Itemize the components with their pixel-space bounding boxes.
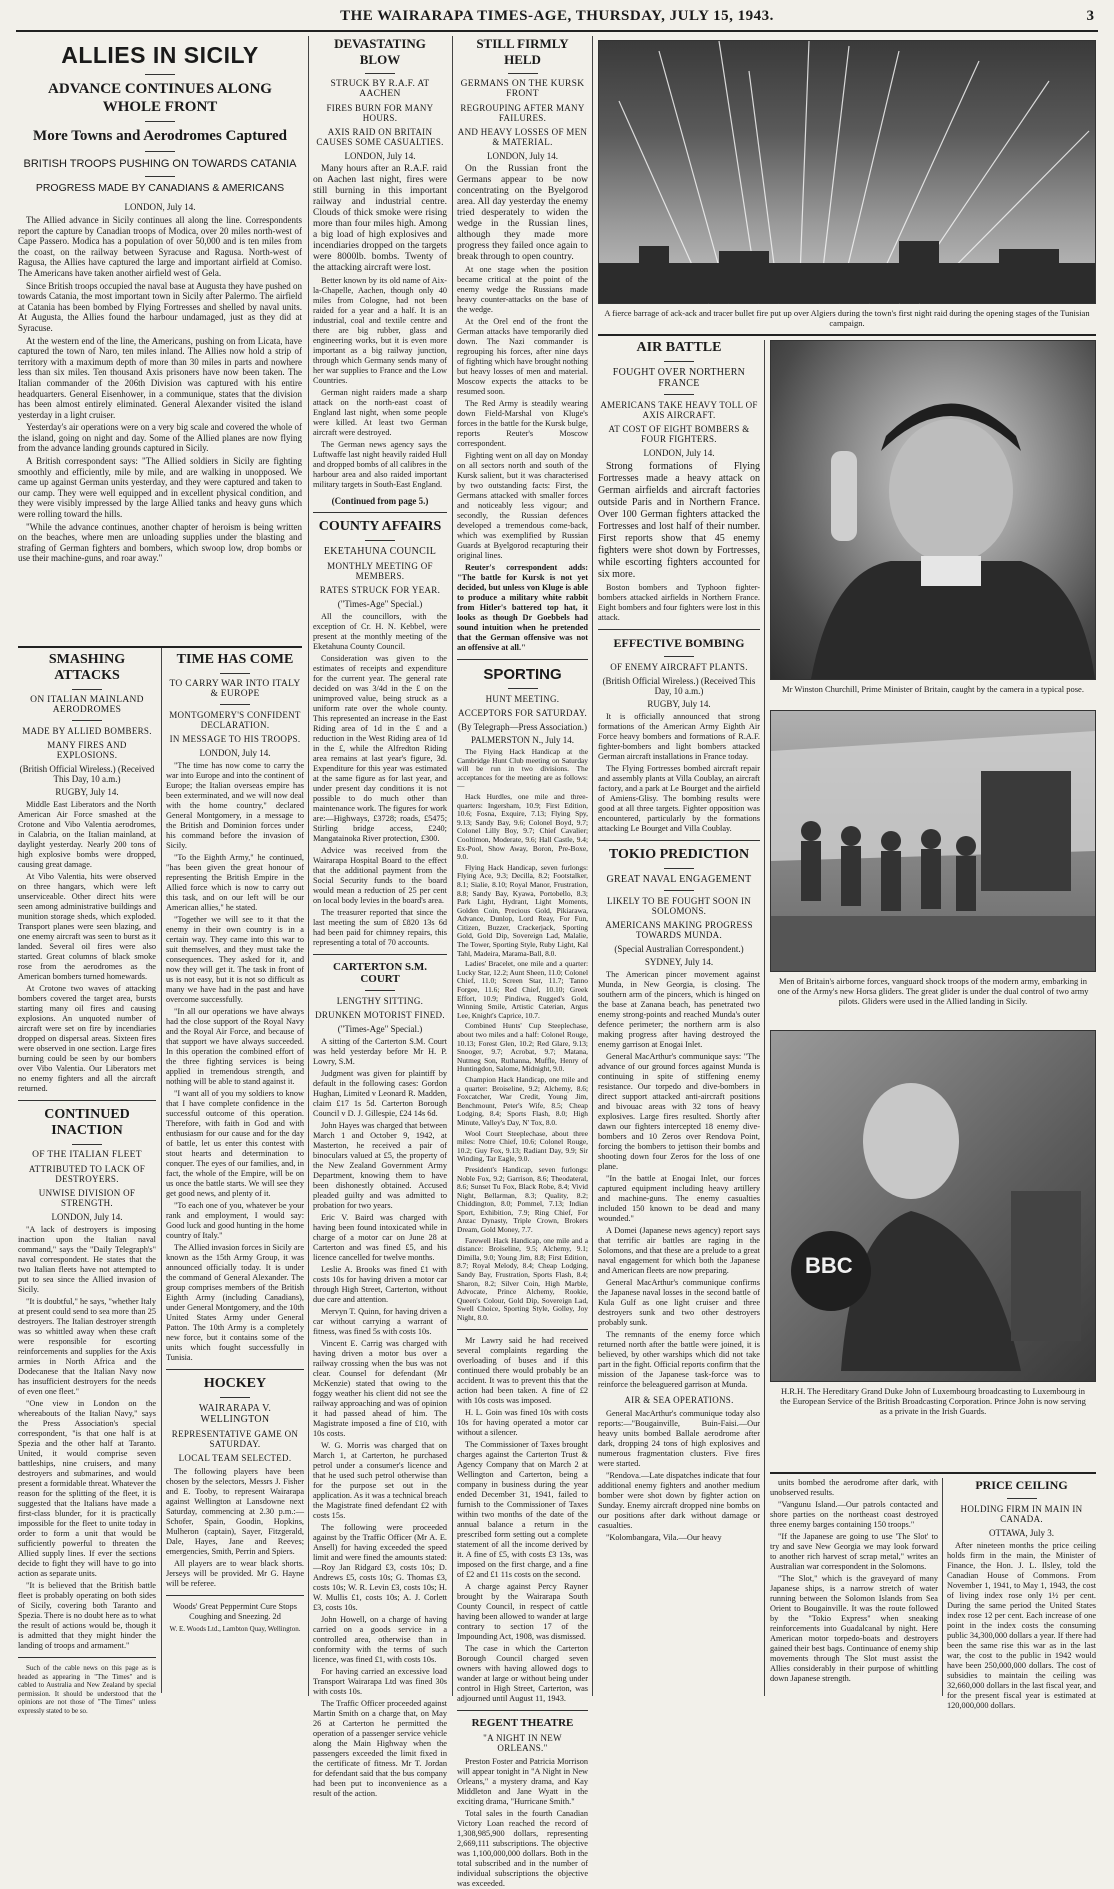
paragraph: John Hayes was charged that between March 1 and October 9, 1942, at Masterton, he received a pair of binoculars valued at £5, the property of the New Zealand Government Army Department, knowing them to have been dishonestly obtained. Accused pleaded guilty and was admitted to probation for two years.: [313, 1121, 447, 1210]
paragraph: The Commissioner of Taxes brought charges against the Carterton Trust & Agency Company that on March 2 at Wellington and Carterton, being a company in business during the year ended December 31, 1941, failed to furnish to the Commissioner of Taxes within two months of the date of the annual balance a return in the prescribed form setting out a complete statement of all the income derived by it. A fine of £5, with costs £3 13s, was imposed on the first charge, and a fine of £2 and £1 11s costs on the second.: [457, 1439, 588, 1579]
subheadline: REPRESENTATIVE GAME ON SATURDAY.: [171, 1429, 299, 1449]
article-hockey: [166, 1376, 304, 1634]
article-allies-in-sicily: [18, 36, 302, 646]
subheadline: GERMANS ON THE KURSK FRONT: [460, 79, 585, 99]
subheadline: EKETAHUNA COUNCIL: [323, 546, 437, 557]
column-divider: [308, 36, 309, 1696]
subheadline: MONTHLY MEETING OF MEMBERS.: [327, 561, 433, 581]
divider: [664, 656, 694, 657]
subheadline: LENGTHY SITTING.: [336, 996, 424, 1006]
paragraph: "Together we will see to it that the enemy in their own country is in a certain way. They came into this war to suit themselves, and they must take the consequences. They asked for it, and now they will get it. The task in front of us is not easy, but it is not so difficult as many we have had in the past and have overcome successfully.: [166, 915, 304, 1004]
column-divider: [764, 340, 765, 1696]
headline: TIME HAS COME: [176, 652, 294, 667]
subheadline: AXIS RAID ON BRITAIN CAUSES SOME CASUALTIES.: [316, 127, 444, 147]
source-line: ("Times-Age" Special.): [337, 1024, 423, 1034]
paragraph: "The time has now come to carry the war into Europe and into the continent of Europe; the Italian overseas empire has been exterminated, and we will now deal with the home country," declared General Montgomery, in a message to the British and Dominion forces under his command before the invasion of Sicily.: [166, 761, 304, 850]
source-line: (By Telegraph—Press Association.): [458, 722, 587, 732]
section-rule: [770, 1472, 1096, 1474]
divider: [664, 890, 694, 891]
paragraph: "Rendova.—Late dispatches indicate that four additional enemy fighters and another medium bomber were shot down by fighter action on Sunday. Enemy aircraft dropped nine bombs on our positions after dark without damage or casualties.: [598, 1471, 760, 1530]
divider: [313, 512, 447, 513]
article-price-ceiling: [947, 1478, 1096, 1710]
subheadline: WAIRARAPA V. WELLINGTON: [198, 1403, 272, 1425]
paragraph: Advice was received from the Wairarapa Hospital Board to the effect that the additional payment from the Social Security funds to the board would mean a reduction of 25 per cent on local body levies in the board's area.: [313, 846, 447, 905]
paragraph: "A lack of destroyers is imposing inaction upon the Italian naval command," says the "Daily Telegraph's" naval correspondent. He states that the two Italian fleets have not attempted to put to sea since the Allied invasion of Sicily.: [18, 1225, 156, 1294]
paragraph: Strong formations of Flying Fortresses made a heavy attack on German airfields and aircraft factories outside Paris and in Northern France. Over 100 German fighters attacked the Fortresses and lost half of their number. First reports show that 45 enemy fighters were shot down by Fortresses, while escorting fighters accounted for six more.: [598, 461, 760, 580]
paragraph: Leslie A. Brooks was fined £1 with costs 10s for having driven a motor car through High Street, Carterton, without due care and attention.: [313, 1265, 447, 1304]
paragraph: "To each one of you, whatever be your rank and employment, I would say: Good luck and good hunting in the home country of Italy.": [166, 1201, 304, 1240]
subheadline: GREAT NAVAL ENGAGEMENT: [606, 874, 752, 885]
section-subheading: AIR & SEA OPERATIONS.: [624, 1395, 734, 1405]
paragraph: The treasurer reported that since the last meeting the sum of £820 13s 6d had been paid for chimney repairs, this representing a total of 70 accounts.: [313, 908, 447, 947]
subheadline: MADE BY ALLIED BOMBERS.: [22, 726, 152, 736]
paragraph: "The Slot," which is the graveyard of many Japanese ships, is a narrow stretch of water running between the Solomon Islands from Sea Orient to Bougainville. It was the route followed by the "Tokio Express" when sneaking reinforcements into Guadalcanal by night. Here American motor torpedo-boats and destroyers gained their best bags. Continuance of enemy ship movements through The Slot must assist the Allies considerably in their purpose of whittling down Japanese strength.: [770, 1574, 938, 1683]
dateline: LONDON, July 14.: [199, 748, 271, 758]
subheadline: IN MESSAGE TO HIS TROOPS.: [169, 734, 301, 744]
dateline: LONDON, July 14.: [124, 202, 196, 212]
divider: [365, 540, 395, 541]
column-divider: [161, 648, 162, 1693]
divider: [598, 629, 760, 630]
paragraph: Flying Hack Handicap, seven furlongs: Flying Ace, 9.3; Decilla, 8.2; Footstalker, 8.1; Sialie, 8.10; Royal Manor, Frustration, 8.8; Sandy Bay, Kyawa, Portobello, 8.3; Park Light, Hydrant, Light Moments, Golden Coin, Precious Gold, Pikiarawa, Advance, Dunlop, Lord Reay, For Fun, Citizen, Buzzer, Crackerjack, Sporting Gold, Gold Dip, Sovereign Lad, Malalie, The Tower, Sporting Style, Ruby Light, Kal Tahl, Madeira, Marama-Ball, 8.0.: [457, 862, 588, 958]
paragraph: A sitting of the Carterton S.M. Court was held yesterday before Mr H. P. Lowry, S.M.: [313, 1037, 447, 1066]
paragraph: A charge against Percy Rayner brought by the Wairarapa South County Council, in respect of cattle having been allowed to wander at large contrary to section 17 of the Impounding Act, 1908, was dismissed.: [457, 1581, 588, 1641]
subheadline: OF THE ITALIAN FLEET: [32, 1150, 142, 1160]
divider: [220, 673, 250, 674]
divider: [145, 151, 175, 152]
paragraph: "Vangunu Island.—Our patrols contacted and shore parties on the northeast coast destroyed three enemy barges containing 150 troops.": [770, 1500, 938, 1529]
subheadline: ON ITALIAN MAINLAND AERODROMES: [30, 695, 144, 715]
article-air-battle: [598, 340, 760, 623]
paragraph: At one stage when the position became critical at the point of the enemy wedge the Russians made heavy counter-attacks on the base of the wedge.: [457, 265, 588, 314]
source-line: ("Times-Age" Special.): [337, 599, 423, 609]
column-divider: [592, 36, 593, 1696]
paragraph: President's Handicap, seven furlongs: Noble Fox, 9.2; Garrison, 8.6; Theodateral, 8.6; Sunset Tu Fox, Black Robe, 8.4; Vivid Night, Bellarman, 8.3; Quality, 8.2; Chiddington, 8.0; Pommel, 7.13; Indian Sport, Exhibition, 7.9; Ring Chief, For Anzac Dynasty, Triple Crown, Brokers Dream, Gold Money, 7.7.: [457, 1164, 588, 1235]
dateline: PALMERSTON N., July 14.: [470, 735, 575, 745]
paragraph: Vincent E. Carrig was charged with having driven a motor bus over a railway crossing when the bus was not clear. Counsel for defendant (Mr McKenzie) stated that owing to the foggy weather his client did not see the railway approaching and was of opinion it had passed ahead of him. The Magistrate imposed a fine of £10, with 10s costs.: [313, 1339, 447, 1438]
paragraph: At the Orel end of the front the German attacks have temporarily died down. The Nazi commander is regrouping his forces, after nine days of fighting which have brought nothing but heavy losses of men and material. Moscow expects the attacks to be resumed soon.: [457, 317, 588, 396]
headline: STILL FIRMLY HELD: [476, 36, 569, 67]
paragraph: Champion Hack Handicap, one mile and a quarter: Broiseline, 9.2; Alchemy, 8.6; Foxcatcher, War Credit, Young Jim, Benchmount, Peter's Wife, 8.5; Cheap Lodging, 8.4; Sports Flash, 8.0; High Minute, Valley's Day, N' Tox, 8.0.: [457, 1074, 588, 1127]
page-number: 3: [1086, 8, 1094, 24]
headline: HOCKEY: [203, 1376, 267, 1391]
photo-caption: H.R.H. The Hereditary Grand Duke John of Luxembourg broadcasting to Luxembourg in the European Service of the British Broadcasting Corporation. Prince John is now serving as a private in the Irish Guards.: [780, 1386, 1086, 1416]
article-regent-theatre: [457, 1717, 588, 1889]
paragraph: The American pincer movement against Munda, in New Georgia, is closing. The southern arm of the pincers, which is hinged on the base at Zanana beach, has penetrated two enemy strong-points and reached Munda's outer defence perimeter; the northern arm is also making progress after having destroyed the enemy garrison at Enogai Inlet.: [598, 970, 760, 1049]
article-time-has-come: [166, 652, 304, 1363]
photo-block-churchill: [770, 340, 1096, 700]
paragraph: The remnants of the enemy force which returned north after the battle were joined, it is believed, by other warships which did not take part in the fight. Official reports confirm that the mission of the Japanese task-force was to reinforce the beleaguered garrison at Munda.: [598, 1330, 760, 1389]
photo-caption: A fierce barrage of ack-ack and tracer bullet fire put up over Algiers during the town's first night raid during the opening stages of the Tunisian campaign.: [604, 308, 1090, 328]
article-devastating-blow: [313, 36, 447, 506]
dateline: LONDON, July 14.: [344, 151, 416, 161]
divider: [220, 1397, 250, 1398]
headline: CONTINUED INACTION: [44, 1107, 130, 1138]
paragraph: Wool Court Steeplechase, about three miles: Notre Chief, 10.6; Colonel Rouge, 10.2; Guy Fox, 9.13; Radiant Day, 9.9; Sir Winding, Tar Eagle, 9.0.: [457, 1128, 588, 1164]
paragraph: H. L. Goin was fined 10s with costs 10s for having operated a motor car without a silencer.: [457, 1407, 588, 1437]
subheadline: ATTRIBUTED TO LACK OF DESTROYERS.: [28, 1164, 146, 1184]
broadcast-portrait-image: [771, 1031, 1095, 1381]
paragraph: Farewell Hack Handicap, one mile and a distance: Broiseline, 9.5; Alchemy, 9.1; Dimilla, 9.0; Young Jim, 8.8; First Edition, 8.7; Royal Melody, 8.4; Cheap Lodging, Sandy Bay, Frustration, Sports Flash, 8.4; Sharon, 8.2; Silver Coin, High Marble, Advocate, Prince Alchemy, Rookie, Queen's Colour, Gold Dip, Sovereign Lad, Swell Choice, Sporting Style, Golley, Joy Night, 8.0.: [457, 1235, 588, 1322]
column-5: [598, 340, 760, 1696]
subheadline: RATES STRUCK FOR YEAR.: [319, 585, 441, 595]
footnote: Such of the cable news on this page as is headed as appearing in "The Times" and is cabled to Australia and New Zealand by special permission. It should be understood that the opinions are not those of "The Times" unless expressly stated to be so.: [18, 1664, 156, 1715]
dateline: OTTAWA, July 3.: [988, 1528, 1055, 1538]
paragraph: "While the advance continues, another chapter of heroism is being written on the beaches, where men are unloading supplies under the blasting and strafing of German fighters and bombers, which swoop low, drop bombs or use their machine-guns, and roar away.": [18, 521, 302, 564]
headline: SPORTING: [483, 666, 562, 683]
paragraph: "One view in London on the whereabouts of the Italian Navy," says the Press Association's special correspondent, "is that one half is at Spezia and the other half at Taranto. United, it would comprise seven battleships, nine cruisers, and many destroyers and submarines, and would present a formidable threat. Whatever the reason for the splitting of the fleet, it is suggested that the Italians have made a first-class blunder, for it is practically impossible for the fleet to unite today in order to form a unit that would be sufficiently powerful to threaten the Allied supply lines. If ever the sections decide to fight they will have to go into action as separate units.: [18, 1399, 156, 1578]
photo-churchill: [770, 340, 1096, 680]
subheadline: MONTGOMERY'S CONFIDENT DECLARATION.: [169, 710, 301, 730]
paragraph: The Traffic Officer proceeded against Martin Smith on a charge that, on May 26 at Carterton he permitted the operation of a passenger service vehicle along the Main Highway when the passengers exceeded the limit fixed in the certificate of fitness. Mr T. Jordan for defendant said that the bus company had been put to inconvenience as a result of the action.: [313, 1699, 447, 1798]
churchill-portrait-image: [771, 341, 1095, 679]
paragraph: "To the Eighth Army," he continued, "has been given the great honour of representing the British Empire in the Allied force which is now to carry out this task, and on our left will be our American allies," he stated.: [166, 853, 304, 912]
bbc-microphone-sign: BBC: [805, 1253, 853, 1278]
paragraph: Eric V. Baird was charged with having been found intoxicated while in charge of a motor car on June 28 at Carterton and was fined £5, and his licence cancelled for twelve months.: [313, 1213, 447, 1262]
divider: [598, 840, 760, 841]
article-continued-inaction: [18, 1107, 156, 1715]
paragraph: "It is believed that the British battle fleet is probably operating on both sides of Sicily, covering both Taranto and Spezia. There is no doubt here as to what the result of actions would be, though it is admitted that they might hinder the landing of troops and armament.": [18, 1581, 156, 1650]
subheadline: UNWISE DIVISION OF STRENGTH.: [38, 1188, 136, 1208]
divider: [313, 954, 447, 955]
paragraph: The Red Army is steadily wearing down Field-Marshal von Kluge's forces in the battle for the Kursk bulge, reports Reuter's Moscow correspondent.: [457, 399, 588, 448]
column-3: [313, 36, 447, 1798]
paragraph: The Allied invasion forces in Sicily are known as the 15th Army Group, it was announced officially today. It is under the command of General Alexander. The group comprises members of the British Eighth Army (including Canadians), under General Montgomery, and the 10th United States Army under General Patton. The 10th Army is a completely new force, but it contains some of the units which fought successfully in Tunisia.: [166, 1243, 304, 1362]
divider: [664, 868, 694, 869]
dateline: RUGBY, July 14.: [647, 699, 711, 709]
subheadline: DRUNKEN MOTORIST FINED.: [315, 1010, 445, 1020]
divider: [145, 121, 175, 122]
paragraph: "In the battle at Enogai Inlet, our forces captured equipment including heavy artillery and machine-guns. The enemy casualties included 150 known to be dead and many wounded.": [598, 1174, 760, 1223]
divider: [166, 1595, 304, 1596]
subheadline: More Towns and Aerodromes Captured: [33, 128, 287, 144]
paragraph: Middle East Liberators and the North American Air Force smashed at the Crotone and Vibo Valentia aerodromes, in Calabria, on the Italian mainland, at daylight yesterday. Nearly 200 tons of high explosive bombs were dropped, causing great damage.: [18, 800, 156, 869]
paragraph: Ladies' Bracelet, one mile and a quarter: Lucky Star, 12.2; Aunt Sheen, 11.0; Colonel Chief, 11.0; Screen Star, 11.7; Tanno Forgee, 11.6; Red Chief, 10.10; Greek Effort, 10.9; Pindiwa, Rugged's Gold, Winning Smile, Artistic Caterian, Argus Lee, Knight's Caprice, 10.7.: [457, 959, 588, 1020]
divider: [365, 990, 395, 991]
photo-caption: Men of Britain's airborne forces, vanguard shock troops of the modern army, embarking in one of the Army's new Horsa gliders. The great glider is under the dual control of two army pilots. Gliders were used in the Allied landing in Sicily.: [777, 976, 1089, 1006]
paragraph: At Vibo Valentia, hits were observed on three hangars, which were left unserviceable. Other direct hits were seen among administrative buildings and munition storage sheds, which exploded. Transport planes were seen blazing, and one enemy aircraft was seen to burst as it landed. Several oil fires were also started. Great columns of black smoke rose from the aerodromes as the American bombers turned homewards.: [18, 872, 156, 981]
paragraph: Consideration was given to the estimates of receipts and expenditure for the current year. The general rate decided on was 3/4d in the £ on the unimproved value, being struck as a uniform rate over the whole county. This represented an increase in the East Riding area of 1d in the £ and a reduction in the West Riding area of 1d in the £, while the Alfredton Riding area remains at last year's figure, 3d. Expenditure for this year was estimated at the same figure as for last year, and under present day conditions it is not possible to do much other than maintenance work. The figures for work are:—Highways, £3728; roads, £5475; Stirling bridge access, £240; Mangatainoka River protection, £300.: [313, 654, 447, 843]
paragraph: It is officially announced that strong formations of the American Army Eighth Air Force heavy bombers and formations of R.A.F. fighter-bombers and light bombers attacked German aircraft installations in France today.: [598, 712, 760, 761]
column-2: [166, 652, 304, 1697]
paragraph: Boston bombers and Typhoon fighter-bombers attacked airfields in Northern France. Eight bombers and four fighters were lost in this attack.: [598, 583, 760, 622]
article-effective-bombing: [598, 636, 760, 834]
photo-grand-duke-john: [770, 1030, 1096, 1382]
article-carterton-court-continued: [457, 1336, 588, 1704]
subheadline: TO CARRY WAR INTO ITALY & EUROPE: [169, 679, 301, 699]
subheadline: BRITISH TROOPS PUSHING ON TOWARDS CATANIA: [23, 158, 297, 170]
paragraph: The German news agency says the Luftwaffe last night heavily raided Hull and dropped bombs of all calibres in the harbour area and also raided important military targets in South-East England.: [313, 440, 447, 489]
headline: ALLIES IN SICILY: [61, 42, 259, 68]
subheadline: AMERICANS TAKE HEAVY TOLL OF AXIS AIRCRAFT.: [600, 400, 758, 420]
subheadline: LIKELY TO BE FOUGHT SOON IN SOLOMONS.: [606, 896, 752, 916]
divider: [18, 1657, 156, 1658]
article-county-affairs: [313, 519, 447, 948]
divider: [508, 73, 538, 74]
paragraph: All players are to wear black shorts. Jerseys will be provided. Mr G. Hayne will be referee.: [166, 1559, 304, 1588]
photo-algiers-barrage: [598, 40, 1096, 304]
continued-note: (Continued from page 5.): [331, 496, 429, 506]
article-sporting: [457, 666, 588, 1323]
paragraph: Mr Lawry said he had received several complaints regarding the overloading of buses and if this continued there would probably be an accident. It was to prevent this that the action had been taken. A fine of £2 with 10s costs was imposed.: [457, 1335, 588, 1405]
paragraph: John Howell, on a charge of having carried on a goods service in a controlled area, otherwise than in conformity with the terms of such licence, was fined £1, with costs 10s.: [313, 1615, 447, 1664]
subheadline: MANY FIRES AND EXPLOSIONS.: [47, 740, 127, 760]
paragraph: On the Russian front the Germans appear to be now concentrating on the Byelgorod area. All day yesterday the enemy tried desperately to widen the wedge in the Russian lines, although they made more progress they failed once again to break through to open country.: [457, 164, 588, 262]
subheadline: AT COST OF EIGHT BOMBERS & FOUR FIGHTERS.: [608, 424, 750, 444]
paragraph: Better known by its old name of Aix-la-Chapelle, Aachen, though only 40 miles from Cologne, had not been raided for a year and a half. It is an industrial, coal and textile centre and there are big rubber, glass and engineering works, but it is even more important as a big railway junction, through which Germany sends many of her war supplies to France and the Low Countries.: [313, 276, 447, 385]
divider: [145, 74, 175, 75]
divider: [1007, 1498, 1037, 1499]
headline: AIR BATTLE: [636, 340, 722, 355]
divider: [220, 704, 250, 705]
dateline: LONDON, July 14.: [51, 1212, 123, 1222]
dateline: LONDON, July 14.: [643, 448, 715, 458]
headline: DEVASTATING BLOW: [334, 36, 426, 67]
source-line: (Special Australian Correspondent.): [614, 944, 744, 954]
subheadline: FIRES BURN FOR MANY HOURS.: [326, 103, 434, 123]
subheadline: ACCEPTORS FOR SATURDAY.: [457, 708, 588, 718]
headline: PRICE CEILING: [975, 1478, 1068, 1492]
paragraph: After nineteen months the price ceiling holds firm in the main, the Minister of Finance, the Hon. J. L. Ilsley, told the Canadian House of Commons. From November 1, 1941, to May 1, 1943, the cost of living index rose only 1½ per cent. During the same period the United States index rose 12 per cent. Each increase of one point in the index costs the consuming public 34,300,000 dollars a year. If there had been the same rise this war as in the last war, the cost to the public in 1942 would have been 250,000,000 dollars. The cost of subsidies to maintain the ceiling was 32,660,000 dollars in the last fiscal year, and for the present fiscal year is estimated at 120,000,000 dollars.: [947, 1541, 1096, 1710]
divider: [457, 659, 588, 660]
photo-block-bbc: [770, 1030, 1096, 1422]
photo-block-gliders: [770, 710, 1096, 1012]
advertisement: W. E. Woods Ltd., Lambton Quay, Wellington.: [169, 1625, 301, 1633]
column-1: [18, 652, 156, 1715]
paragraph: "It is doubtful," he says, "whether Italy at present could send to sea more than 25 destroyers. The Italian destroyer strength was so whittled away when these craft were responsible for escorting reinforcements and supplies for the Axis armies in North Africa and the Dodecanese that the Italian Navy now has insufficient destroyers for the needs of even one fleet.": [18, 1297, 156, 1396]
tracer-fire-image: [599, 41, 1095, 303]
paragraph: At Crotone two waves of attacking bombers covered the target area, bursts starting many oil fires and causing explosions. An unquoted number of aircraft were set on fire by incendiaries dropped on dispersal areas. Sixteen fires were observed in one section. Large fires burning could be seen by our bombers over Vibo Valentia. Our Liberators met no enemy fighters and all the aircraft returned.: [18, 984, 156, 1093]
glider-troops-image: [771, 711, 1095, 971]
divider: [664, 361, 694, 362]
article-carterton-court: [313, 961, 447, 1799]
masthead-rule: [16, 30, 1098, 32]
paragraph: "I want all of you my soldiers to know that I have complete confidence in the successful outcome of this operation. Therefore, with faith in God and with enthusiasm for our cause and for the day of battle, let us enter this contest with stout hearts and determination to conquer. The eyes of our families, and, in fact, the whole of the Empire, will be on us once the battle starts. We will see they get good news, and plenty of it.: [166, 1089, 304, 1198]
advertisement: Woods' Great Peppermint Cure Stops Coughing and Sneezing. 2d: [173, 1602, 297, 1621]
section-rule: [598, 334, 1096, 336]
divider: [72, 1144, 102, 1145]
subheadline: AMERICANS MAKING PROGRESS TOWARDS MUNDA.: [605, 920, 753, 940]
column-6a: [770, 1478, 938, 1696]
column-4: [457, 36, 588, 1888]
divider: [72, 720, 102, 721]
paragraph: A Domei (Japanese news agency) report says that terrific air battles are raging in the Solomons, and that these are a prelude to a great naval engagement for which both the Japanese and American fleets are now preparing.: [598, 1226, 760, 1275]
paragraph: The Allied advance in Sicily continues all along the line. Correspondents report the capture by Canadian troops of Modica, over 20 miles north-west of Cape Passero. Modica has a population of over 50,000 and is ten miles from the coast, on the railway between Syracuse and Ragusa. North-west of Ragusa, the Allies have captured the large and important airfield at Comiso. The Americans have taken another airfield west of Gela.: [18, 215, 302, 278]
headline: COUNTY AFFAIRS: [318, 519, 442, 534]
paragraph: units bombed the aerodrome after dark, with unobserved results.: [770, 1478, 938, 1497]
subheadline: STRUCK BY R.A.F. AT AACHEN: [330, 79, 430, 99]
headline: EFFECTIVE BOMBING: [613, 636, 745, 650]
subheadline: LOCAL TEAM SELECTED.: [178, 1453, 292, 1463]
divider: [365, 73, 395, 74]
subheadline: HOLDING FIRM IN MAIN IN CANADA.: [960, 1504, 1083, 1524]
subheadline: "A NIGHT IN NEW ORLEANS.": [483, 1732, 562, 1753]
paragraph: General MacArthur's communique says: "The advance of our ground forces against Munda is continuing in spite of stiffening enemy resistance. Our torpedo and dive-bombers in direct support attacked anti-aircraft positions and bivouac areas with 32 tons of heavy explosives. Large fires resulted. Shortly after dawn our fighters intercepted 18 enemy dive-bombers and 10 Zeros over Rendova Point, forcing the bombers to jettison their bombs and shooting down four Zeros for the loss of one plane.: [598, 1052, 760, 1171]
column-divider: [452, 36, 453, 1696]
subheadline: REGROUPING AFTER MANY FAILURES.: [460, 103, 585, 123]
headline: TOKIO PREDICTION: [608, 847, 750, 862]
photo-block-algiers: [598, 40, 1096, 332]
column-divider: [942, 1478, 943, 1696]
paragraph: "In all our operations we have always had the close support of the Royal Navy and the Royal Air Force, and because of that support we have always succeeded. In this operation the combined effort of the three fighting services is being applied in tremendous strength, and nothing will be able to stand against it.: [166, 1007, 304, 1086]
source-line: (British Official Wireless.) (Received This Day, 10 a.m.): [19, 764, 155, 784]
article-smashing-attacks: [18, 652, 156, 1094]
paragraph: For having carried an excessive load Transport Wairarapa Ltd was fined 30s with costs 10s.: [313, 1667, 447, 1696]
article-tokio-prediction-continued: [770, 1478, 938, 1684]
headline: REGENT THEATRE: [471, 1716, 574, 1729]
paragraph: "Kolombangara, Vila.—Our heavy: [606, 1533, 722, 1542]
dateline: LONDON, July 14.: [487, 151, 558, 161]
divider: [145, 176, 175, 177]
dateline: RUGBY, July 14.: [55, 787, 119, 797]
subheadline: PROGRESS MADE BY CANADIANS & AMERICANS: [35, 182, 285, 194]
subheadline: HUNT MEETING.: [485, 694, 560, 704]
divider: [508, 688, 538, 689]
paragraph: Yesterday's air operations were on a very big scale and covered the whole of the island, going on night and day. Some of the Allied planes are now flying from the advance landing grounds captured in Sicily.: [18, 422, 302, 454]
paragraph: Reuter's correspondent adds: "The battle for Kursk is not yet decided, but unless von Kluge is able to produce a military white rabbit from Hitler's battered top hat, it looks as though Dr Goebbels had sound intuition when he pretended that the German offensive was not an offensive at all.": [457, 563, 588, 652]
paragraph: Preston Foster and Patricia Morrison will appear tonight in "A Night in New Orleans," a mystery drama, and Kay Middleton and Jane Wyatt in the exciting drama, "Hurricane Smith.": [457, 1756, 588, 1806]
subheadline: ADVANCE CONTINUES ALONG WHOLE FRONT: [48, 81, 272, 115]
paragraph: The following players have been chosen by the selectors, Messrs J. Fisher and E. Tooby, to represent Wairarapa against Wellington at Lansdowne next Saturday, commencing at 2.30 p.m.:—Schofer, Spain, Goodin, Hopkins, Mulheron (captain), Sayer, Fitzgerald, Dale, Hayes, Jane and Reeves; emergencies, Smith, Perrin and Spiers.: [166, 1467, 304, 1556]
section-rule: [18, 646, 302, 648]
headline: CARTERTON S.M. COURT: [332, 961, 428, 985]
paragraph: The Flying Hack Handicap at the Cambridge Hunt Club meeting on Saturday will be run in two divisions. The acceptances for the meeting are as follows:—: [457, 747, 588, 791]
paragraph: The Flying Fortresses bombed aircraft repair and assembly plants at Villa Coublay, an aircraft factory, and a park at Le Bourget and the airfield of Amiens-Glisy. The bombing results were good at all three targets. Fighter opposition was encountered, particularly by the formations attacking Le Bourget and Villa Coublay.: [598, 764, 760, 833]
article-still-firmly-held: [457, 36, 588, 653]
photo-glider-troops: [770, 710, 1096, 972]
paragraph: Total sales in the fourth Canadian Victory Loan reached the record of 1,308,985,900 dollars, representing 2,669,111 subscriptions. The objective was 1,100,000,000 dollars. Both in the total subscribed and in the number of individual subscriptions the objective was exceeded.: [457, 1808, 588, 1888]
paragraph: The following were proceeded against by the Traffic Officer (Mr A. E. Ansell) for having exceeded the speed limit and were fined the amounts stated:—Roy Jan Ridgard £3, costs 10s; D. Andrews £5, costs 10s; G. Thomas £3, costs 10s; W. R. Levin £3, costs 10s; H. W. Mullis £1, costs 10s; A. J. Corlett £3, costs 10s.: [313, 1523, 447, 1612]
paragraph: "If the Japanese are going to use 'The Slot' to try and save New Georgia we may look forward to another rich harvest of scrap metal," writes an Australian war correspondent in the Solomons.: [770, 1532, 938, 1571]
divider: [166, 1369, 304, 1370]
paragraph: W. G. Morris was charged that on March 1, at Carterton, he purchased petrol under a consumer's licence and that he used such petrol otherwise than for the purpose set out in the application. As it was a technical breach the Magistrate fined defendant £2 with costs 15s.: [313, 1441, 447, 1520]
paragraph: General MacArthur's communique confirms the Japanese naval losses in the second battle of Kula Gulf as one light cruiser and three destroyers sunk and two other destroyers probably sunk.: [598, 1278, 760, 1327]
article-tokio-prediction: [598, 847, 760, 1543]
photo-caption: Mr Winston Churchill, Prime Minister of Britain, caught by the camera in a typical pose.: [782, 684, 1084, 694]
paragraph: The case in which the Carterton Borough Council charged seven owners with having allowed dogs to wander at large or without being under control in High Street, Carterton, was adjourned until August 11, 1943.: [457, 1643, 588, 1703]
paragraph: All the councillors, with the exception of Cr. H. N. Kebbel, were present at the monthly meeting of the Eketahuna County Council.: [313, 612, 447, 651]
divider: [18, 1100, 156, 1101]
paragraph: General MacArthur's communique today also reports:—"Bougainville, Buin-Faisi.—Our heavy units bombed Ballale aerodrome after dark, dropping 24 tons of high explosives and numerous fragmentation clusters. Five fires were started.: [598, 1409, 760, 1468]
subheadline: OF ENEMY AIRCRAFT PLANTS.: [610, 662, 748, 672]
divider: [72, 689, 102, 690]
divider: [457, 1710, 588, 1711]
source-line: (British Official Wireless.) (Received This Day, 10 a.m.): [602, 676, 756, 696]
paragraph: At the western end of the line, the Americans, pushing on from Licata, have captured the town of Naro, ten miles inland. The Allies now hold a strip of territory with a maximum depth of more than 30 miles in parts and nowhere less than six miles. Ten thousand Axis prisoners have now been taken. The Italian commander of the 206th Division was captured with his entire headquarters. General Eisenhower, in a communique, states that the division has been almost entirely eliminated. General Alexander visited the island yesterday in a light cruiser.: [18, 335, 302, 420]
subheadline: AND HEAVY LOSSES OF MEN & MATERIAL.: [457, 127, 588, 147]
paragraph: German night raiders made a sharp attack on the north-east coast of England last night, when some people were killed. At least two German aircraft were destroyed.: [313, 388, 447, 437]
paragraph: A British correspondent says: "The Allied soldiers in Sicily are fighting smoothly and efficiently, mile by mile, and are walking in unopposed. We came up against German units yesterday, and they were captured and taken to our camp. They were well equipped and in excellent physical condition, and they were visibly impressed by the large Allied tanks and heavy guns which were rolling toward the hills.: [18, 456, 302, 520]
divider: [664, 394, 694, 395]
subheadline: FOUGHT OVER NORTHERN FRANCE: [612, 367, 746, 389]
paragraph: Combined Hunts' Cup Steeplechase, about two miles and a half: Colonel Rouge, 10.13; Forest Glen, 10.2; Red Glare, 9.13; Snooger, 9.7; Acrobat, 9.7; Matana, Nutmeg Son, Ruthanna, Muffle, Henry of Huntingdon, Salome, Midnight, 9.0.: [457, 1021, 588, 1074]
paragraph: Many hours after an R.A.F. raid on Aachen last night, fires were still burning in this important railway and industrial centre. Clouds of thick smoke were rising more than four miles high. Among a big load of high explosives and incendiaries dropped on the targets were 8000lb. bombs. Twenty of the attacking aircraft were lost.: [313, 164, 447, 273]
masthead: [0, 0, 1114, 30]
paragraph: Hack Hurdles, one mile and three-quarters: Ingersham, 10.9; First Edition, 10.6; Fosna, Exquire, 7.13; Flying Spy, 9.13; Sandy Bay, 9.6; Colonel Boyd, 9.7; Colonel Lilly Boy, 9.7; Chief Cavalier; Cooltimon, Moderate, 9.6; Hall Castle, 9.4; Ex-Pool, Show Away, Boron, Pre-Boxe, 9.0.: [457, 791, 588, 862]
headline: SMASHING ATTACKS: [48, 652, 126, 683]
paragraph: Judgment was given for plaintiff by default in the following cases: Gordon Hughan, Limited v Leonard R. Madden, claim £17 1s 5d. Carterton Borough Council v D. J. Gillespie, £24 14s 6d.: [313, 1069, 447, 1118]
masthead-title: THE WAIRARAPA TIMES-AGE, THURSDAY, JULY 15, 1943.: [340, 8, 774, 24]
paragraph: Since British troops occupied the naval base at Augusta they have pushed on towards Catania, the most important town in Sicily after Palermo. The airfield at Catania has been bombed by Flying Fortresses and shelled by naval units. At Augusta, the Allies found the harbour undamaged, just as they did at Syracuse.: [18, 280, 302, 333]
divider: [457, 1329, 588, 1330]
dateline: SYDNEY, July 14.: [644, 957, 714, 967]
paragraph: Mervyn T. Quinn, for having driven a car without carrying a warrant of fitness, was fined 5s with costs 10s.: [313, 1307, 447, 1336]
paragraph: Fighting went on all day on Monday on all sectors north and south of the Kursk salient, but it was characterised by two outstanding facts: First, the Germans attacked with smaller forces and noticeably less vigour; and secondly, the Russian defences developed a tremendous come-back, which was exemplified by Russian Guards at Byelgorod recapturing their original lines.: [457, 451, 588, 560]
